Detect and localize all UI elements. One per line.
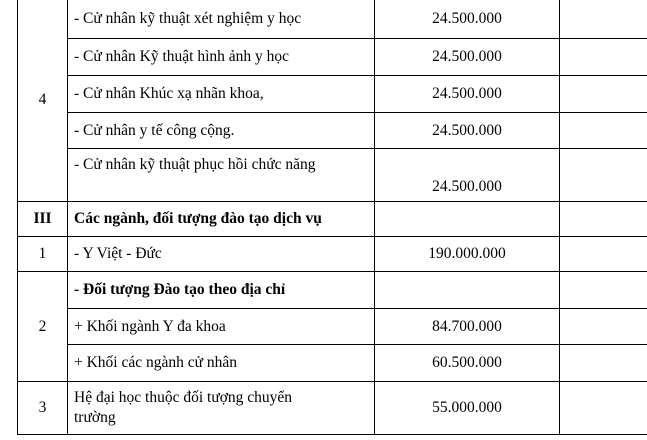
row-name: - Cử nhân y tế công cộng. xyxy=(68,113,375,149)
row-amount xyxy=(375,272,560,309)
empty-cell xyxy=(560,39,647,76)
row-amount: 190.000.000 xyxy=(375,237,560,272)
table-row xyxy=(18,149,647,202)
tuition-table xyxy=(17,0,647,435)
empty-cell xyxy=(560,149,647,202)
row-name: - Y Việt - Đức xyxy=(68,237,375,272)
row-name: Hệ đại học thuộc đối tượng chuyển trường xyxy=(68,382,375,435)
row-number: 4 xyxy=(18,0,68,202)
table-row xyxy=(18,76,647,113)
empty-cell xyxy=(560,113,647,149)
row-name: - Cử nhân Khúc xạ nhãn khoa, xyxy=(68,76,375,113)
row-amount xyxy=(375,202,560,237)
row-amount: 24.500.000 xyxy=(375,0,560,39)
empty-cell xyxy=(560,382,647,435)
empty-cell xyxy=(560,0,647,39)
row-name: + Khối các ngành cử nhân xyxy=(68,345,375,382)
row-name: - Đối tượng Đào tạo theo địa chỉ xyxy=(68,272,375,309)
row-amount: 84.700.000 xyxy=(375,309,560,345)
row-amount: 55.000.000 xyxy=(375,382,560,435)
row-name: - Cử nhân Kỹ thuật hình ảnh y học xyxy=(68,39,375,76)
empty-cell xyxy=(560,202,647,237)
row-number: 2 xyxy=(18,272,68,382)
empty-cell xyxy=(560,345,647,382)
table-row xyxy=(18,39,647,76)
row-number: 1 xyxy=(18,237,68,272)
row-name: - Cử nhân kỹ thuật phục hồi chức năng xyxy=(68,149,375,202)
row-amount: 24.500.000 xyxy=(375,149,560,202)
table-row xyxy=(18,0,647,39)
row-name: + Khối ngành Y đa khoa xyxy=(68,309,375,345)
row-amount: 24.500.000 xyxy=(375,76,560,113)
table-row xyxy=(18,237,647,272)
section-title: Các ngành, đối tượng đào tạo dịch vụ xyxy=(68,202,375,237)
table-row xyxy=(18,272,647,309)
row-number: 3 xyxy=(18,382,68,435)
empty-cell xyxy=(560,272,647,309)
row-amount: 24.500.000 xyxy=(375,113,560,149)
empty-cell xyxy=(560,309,647,345)
table-row xyxy=(18,345,647,382)
row-name: - Cử nhân kỹ thuật xét nghiệm y học xyxy=(68,0,375,39)
empty-cell xyxy=(560,237,647,272)
row-amount: 60.500.000 xyxy=(375,345,560,382)
table-row xyxy=(18,382,647,435)
empty-cell xyxy=(560,76,647,113)
section-header-row xyxy=(18,202,647,237)
row-amount: 24.500.000 xyxy=(375,39,560,76)
table-row xyxy=(18,113,647,149)
table-row xyxy=(18,309,647,345)
section-number: III xyxy=(18,202,68,237)
